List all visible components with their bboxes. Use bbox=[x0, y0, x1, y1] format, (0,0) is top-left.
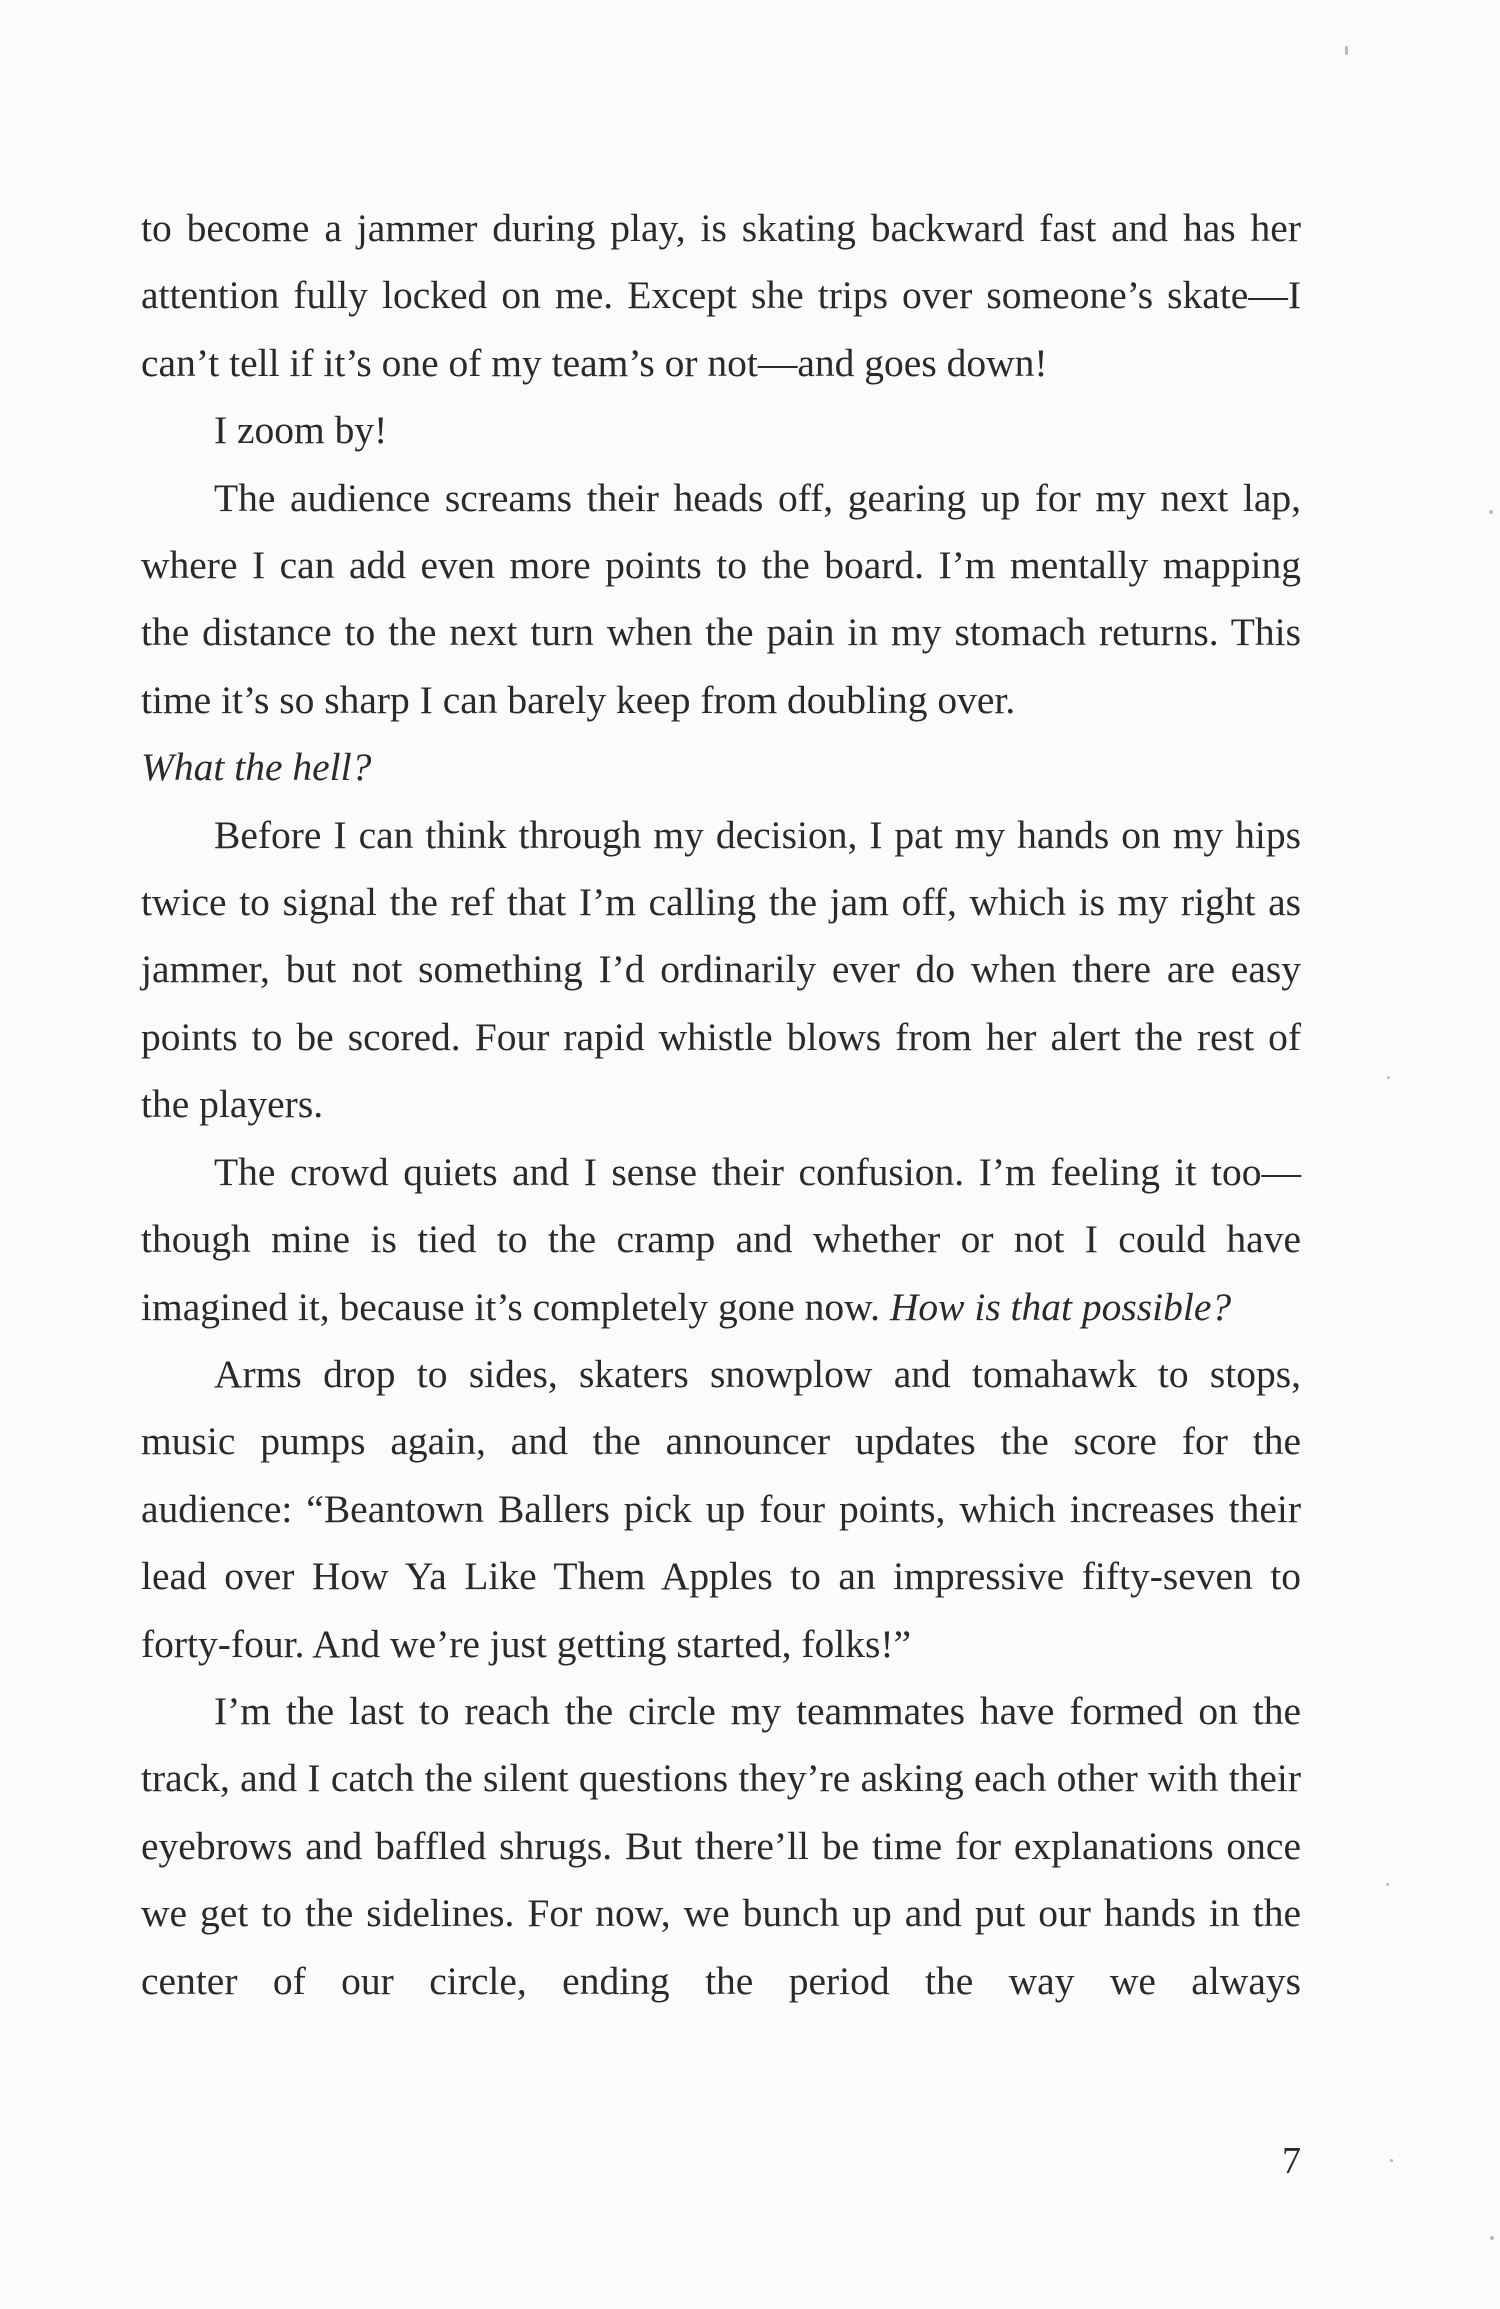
text-segment: Before I can think through my decision, I pat my hands on my hips twice to signal the ref that I’m calling the jam off, which is my right as jammer, but not something I’d ordinarily ever do when there are easy points to be scored. Four rapid whistle blows from her alert the rest of the players. bbox=[141, 812, 1301, 1127]
text-segment: I zoom by! bbox=[214, 408, 388, 453]
paper-speck bbox=[1387, 1076, 1390, 1079]
paper-speck bbox=[1490, 2236, 1494, 2240]
text-segment: Arms drop to sides, skaters snowplow and tomahawk to stops, music pumps again, and the announcer updates the score for the audience: “Beantown Ballers pick up four points, which increases their lead over How Ya Like Them Apples to an impressive fifty-seven to forty-four. And we’re just getting started, folks!” bbox=[141, 1351, 1301, 1666]
paragraph-6 bbox=[141, 1139, 1301, 1341]
body-text bbox=[141, 195, 1301, 2015]
italic-text-segment: What the hell? bbox=[141, 745, 372, 790]
text-segment: to become a jammer during play, is skating backward fast and has her attention fully locked on me. Except she trips over someone’s skate—I can’t tell if it’s one of my team’s or not—and goes down! bbox=[141, 206, 1301, 385]
paragraph-2 bbox=[141, 397, 1301, 464]
paragraph-1 bbox=[141, 195, 1301, 397]
text-segment: The audience screams their heads off, gearing up for my next lap, where I can add even more points to the board. I’m mentally mapping the distance to the next turn when the pain in my stomach returns. This time it’s so sharp I can barely keep from doubling over. bbox=[141, 475, 1301, 722]
paragraph-5 bbox=[141, 802, 1301, 1139]
paragraph-3 bbox=[141, 465, 1301, 735]
paragraph-8 bbox=[141, 1678, 1301, 2015]
paper-speck bbox=[1386, 1883, 1389, 1886]
paragraph-7 bbox=[141, 1341, 1301, 1678]
paragraph-4 bbox=[141, 734, 1301, 801]
text-segment: I’m the last to reach the circle my teammates have formed on the track, and I catch the silent questions they’re asking each other with their eyebrows and baffled shrugs. But there’ll be time for explanations once we get to the sidelines. For now, we bunch up and put our hands in the center of our circle, ending the period the way we always bbox=[141, 1688, 1301, 2003]
page-number: 7 bbox=[1282, 2140, 1301, 2182]
text-segment: The crowd quiets and I sense their confusion. I’m feeling it too—though mine is tied to the cramp and whether or not I could have imagined it, because it’s completely gone now. bbox=[141, 1149, 1301, 1329]
paper-speck bbox=[1390, 2159, 1393, 2162]
paper-speck bbox=[1489, 510, 1493, 514]
italic-text-segment: How is that possible? bbox=[889, 1284, 1232, 1329]
paper-speck bbox=[1345, 46, 1348, 55]
